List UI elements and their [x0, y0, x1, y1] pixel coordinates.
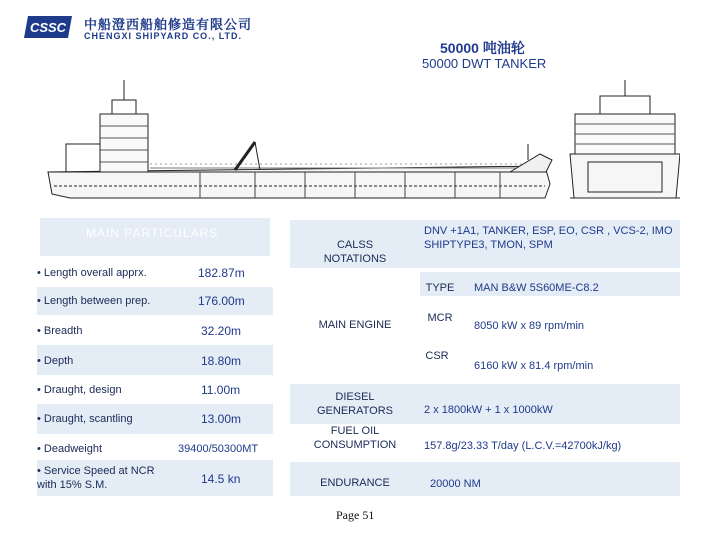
row-value-draught-scantling: 13.00m: [201, 412, 242, 426]
row-label-service-speed: • Service Speed at NCR with 15% S.M.: [37, 465, 155, 491]
fuel-oil-label: FUEL OIL CONSUMPTION: [313, 425, 397, 451]
engine-mcr-key: MCR: [427, 312, 453, 324]
row-value-draught-design: 11.00m: [201, 383, 241, 397]
page-number: Page 51: [336, 508, 375, 522]
engine-csr-key: CSR: [425, 350, 449, 362]
title-en: 50000 DWT TANKER: [422, 56, 547, 71]
fuel-oil-value: 157.8g/23.33 T/day (L.C.V.=42700kJ/kg): [424, 440, 622, 452]
row-value-service-speed: 14.5 kn: [201, 472, 241, 486]
row-value-length-between: 176.00m: [198, 294, 245, 308]
engine-type-key: TYPE: [425, 282, 455, 294]
row-label-depth: • Depth: [37, 355, 74, 367]
ship-drawing: [40, 74, 680, 214]
row-label-length-overall: • Length overall apprx.: [37, 267, 147, 279]
title-cn: 50000 吨油轮: [440, 40, 525, 56]
class-notations-value: DNV +1A1, TANKER, ESP, EO, CSR , VCS-2, IMO SHIPTYPE3, TMON, SPM: [424, 225, 673, 251]
diesel-generators-value: 2 x 1800kW + 1 x 1000kW: [424, 404, 553, 416]
endurance-value: 20000 NM: [430, 478, 481, 490]
main-particulars-header: [40, 218, 270, 256]
row-label-length-between: • Length between prep.: [37, 295, 151, 307]
company-name-cn: 中船澄西船舶修造有限公司: [84, 17, 253, 32]
engine-type-value: MAN B&W 5S60ME-C8.2: [474, 282, 599, 294]
class-notations-label: CALSS NOTATIONS: [323, 239, 387, 265]
row-value-deadweight: 39400/50300MT: [178, 443, 259, 455]
engine-csr-value: 6160 kW x 81.4 rpm/min: [474, 360, 594, 372]
main-engine-label: MAIN ENGINE: [318, 319, 392, 331]
engine-mcr-value: 8050 kW x 89 rpm/min: [474, 320, 585, 332]
row-value-length-overall: 182.87m: [198, 266, 245, 280]
company-name-en: CHENGXI SHIPYARD CO., LTD.: [84, 31, 243, 41]
endurance-label: ENDURANCE: [320, 477, 390, 489]
row-label-draught-design: • Draught, design: [37, 384, 122, 396]
logo-text: CSSC: [29, 20, 67, 35]
diesel-generators-label: DIESEL GENERATORS: [317, 391, 393, 417]
row-label-deadweight: • Deadweight: [37, 443, 103, 455]
row-value-depth: 18.80m: [201, 354, 242, 368]
row-label-draught-scantling: • Draught, scantling: [37, 413, 133, 425]
row-value-breadth: 32.20m: [201, 324, 242, 338]
cssc-logo: [22, 14, 74, 40]
row-label-breadth: • Breadth: [37, 325, 83, 337]
main-particulars-title: MAIN PARTICULARS: [86, 226, 219, 240]
